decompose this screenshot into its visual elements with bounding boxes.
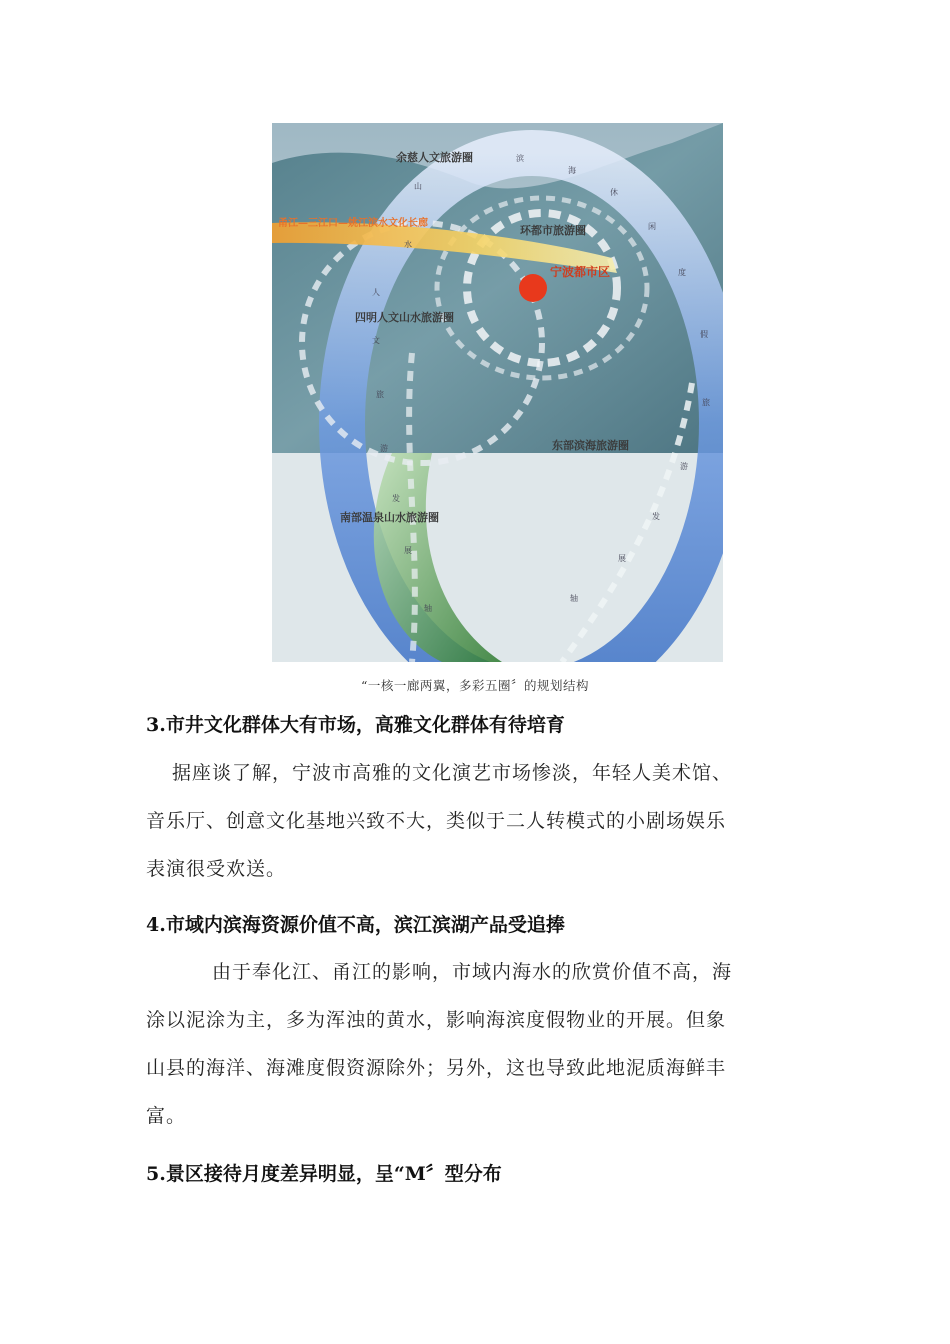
ring-char: 人	[372, 288, 380, 297]
paragraph-line: 据座谈了解，宁波市高雅的文化演艺市场惨淡，年轻人美术馆、	[172, 762, 733, 784]
ring-char: 水	[404, 240, 412, 249]
paragraph-line: 表演很受欢送。	[146, 858, 287, 880]
ring-char: 假	[700, 330, 708, 339]
label-nanbu: 南部温泉山水旅游圈	[340, 511, 439, 524]
section-heading-5: 5.景区接待月度差异明显，呈“M〞型分布	[146, 1163, 502, 1185]
ring-char: 发	[392, 494, 400, 503]
ring-char: 海	[568, 166, 576, 175]
planning-map-figure	[272, 123, 723, 662]
label-core: 宁波都市区	[550, 265, 611, 279]
paragraph-line: 山县的海洋、海滩度假资源除外；另外，这也导致此地泥质海鲜丰	[146, 1057, 727, 1079]
ring-char: 休	[610, 188, 618, 197]
ring-char: 旅	[702, 398, 710, 407]
figure-caption: “一核一廊两翼，多彩五圈〞的规划结构	[361, 678, 589, 693]
section-heading-4: 4.市域内滨海资源价值不高，滨江滨湖产品受追捧	[146, 914, 565, 936]
section-paragraph-3	[146, 749, 796, 893]
label-huandu: 环都市旅游圈	[520, 224, 586, 237]
ring-char: 轴	[424, 604, 432, 613]
section-paragraph-4	[146, 948, 796, 1140]
label-corridor: 甬江—三江口—姚江滨水文化长廊	[278, 218, 428, 229]
label-dongbu: 东部滨海旅游圈	[552, 439, 629, 452]
ring-char: 文	[372, 336, 380, 345]
ring-char: 滨	[516, 154, 524, 163]
ring-char: 旅	[376, 390, 384, 399]
ring-char: 度	[678, 268, 686, 277]
ring-char: 山	[414, 182, 422, 191]
label-yuci: 余慈人文旅游圈	[396, 151, 473, 164]
ring-char: 游	[380, 444, 388, 453]
label-siming: 四明人文山水旅游圈	[355, 311, 454, 324]
paragraph-line: 涂以泥涂为主，多为浑浊的黄水，影响海滨度假物业的开展。但象	[146, 1009, 727, 1031]
paragraph-line: 由于奉化江、甬江的影响，市域内海水的欣赏价值不高，海	[212, 961, 733, 983]
paragraph-line: 音乐厅、创意文化基地兴致不大，类似于二人转模式的小剧场娱乐	[146, 810, 727, 832]
paragraph-line: 富。	[146, 1105, 187, 1127]
ring-char: 发	[652, 512, 660, 521]
core-marker	[519, 274, 547, 302]
ring-char: 展	[618, 554, 626, 563]
planning-map	[272, 123, 723, 662]
ring-char: 游	[680, 462, 688, 471]
ring-char: 展	[404, 546, 412, 555]
section-heading-3: 3.市井文化群体大有市场，高雅文化群体有待培育	[146, 714, 565, 736]
ring-char: 轴	[570, 594, 578, 603]
ring-char: 闲	[648, 222, 656, 231]
